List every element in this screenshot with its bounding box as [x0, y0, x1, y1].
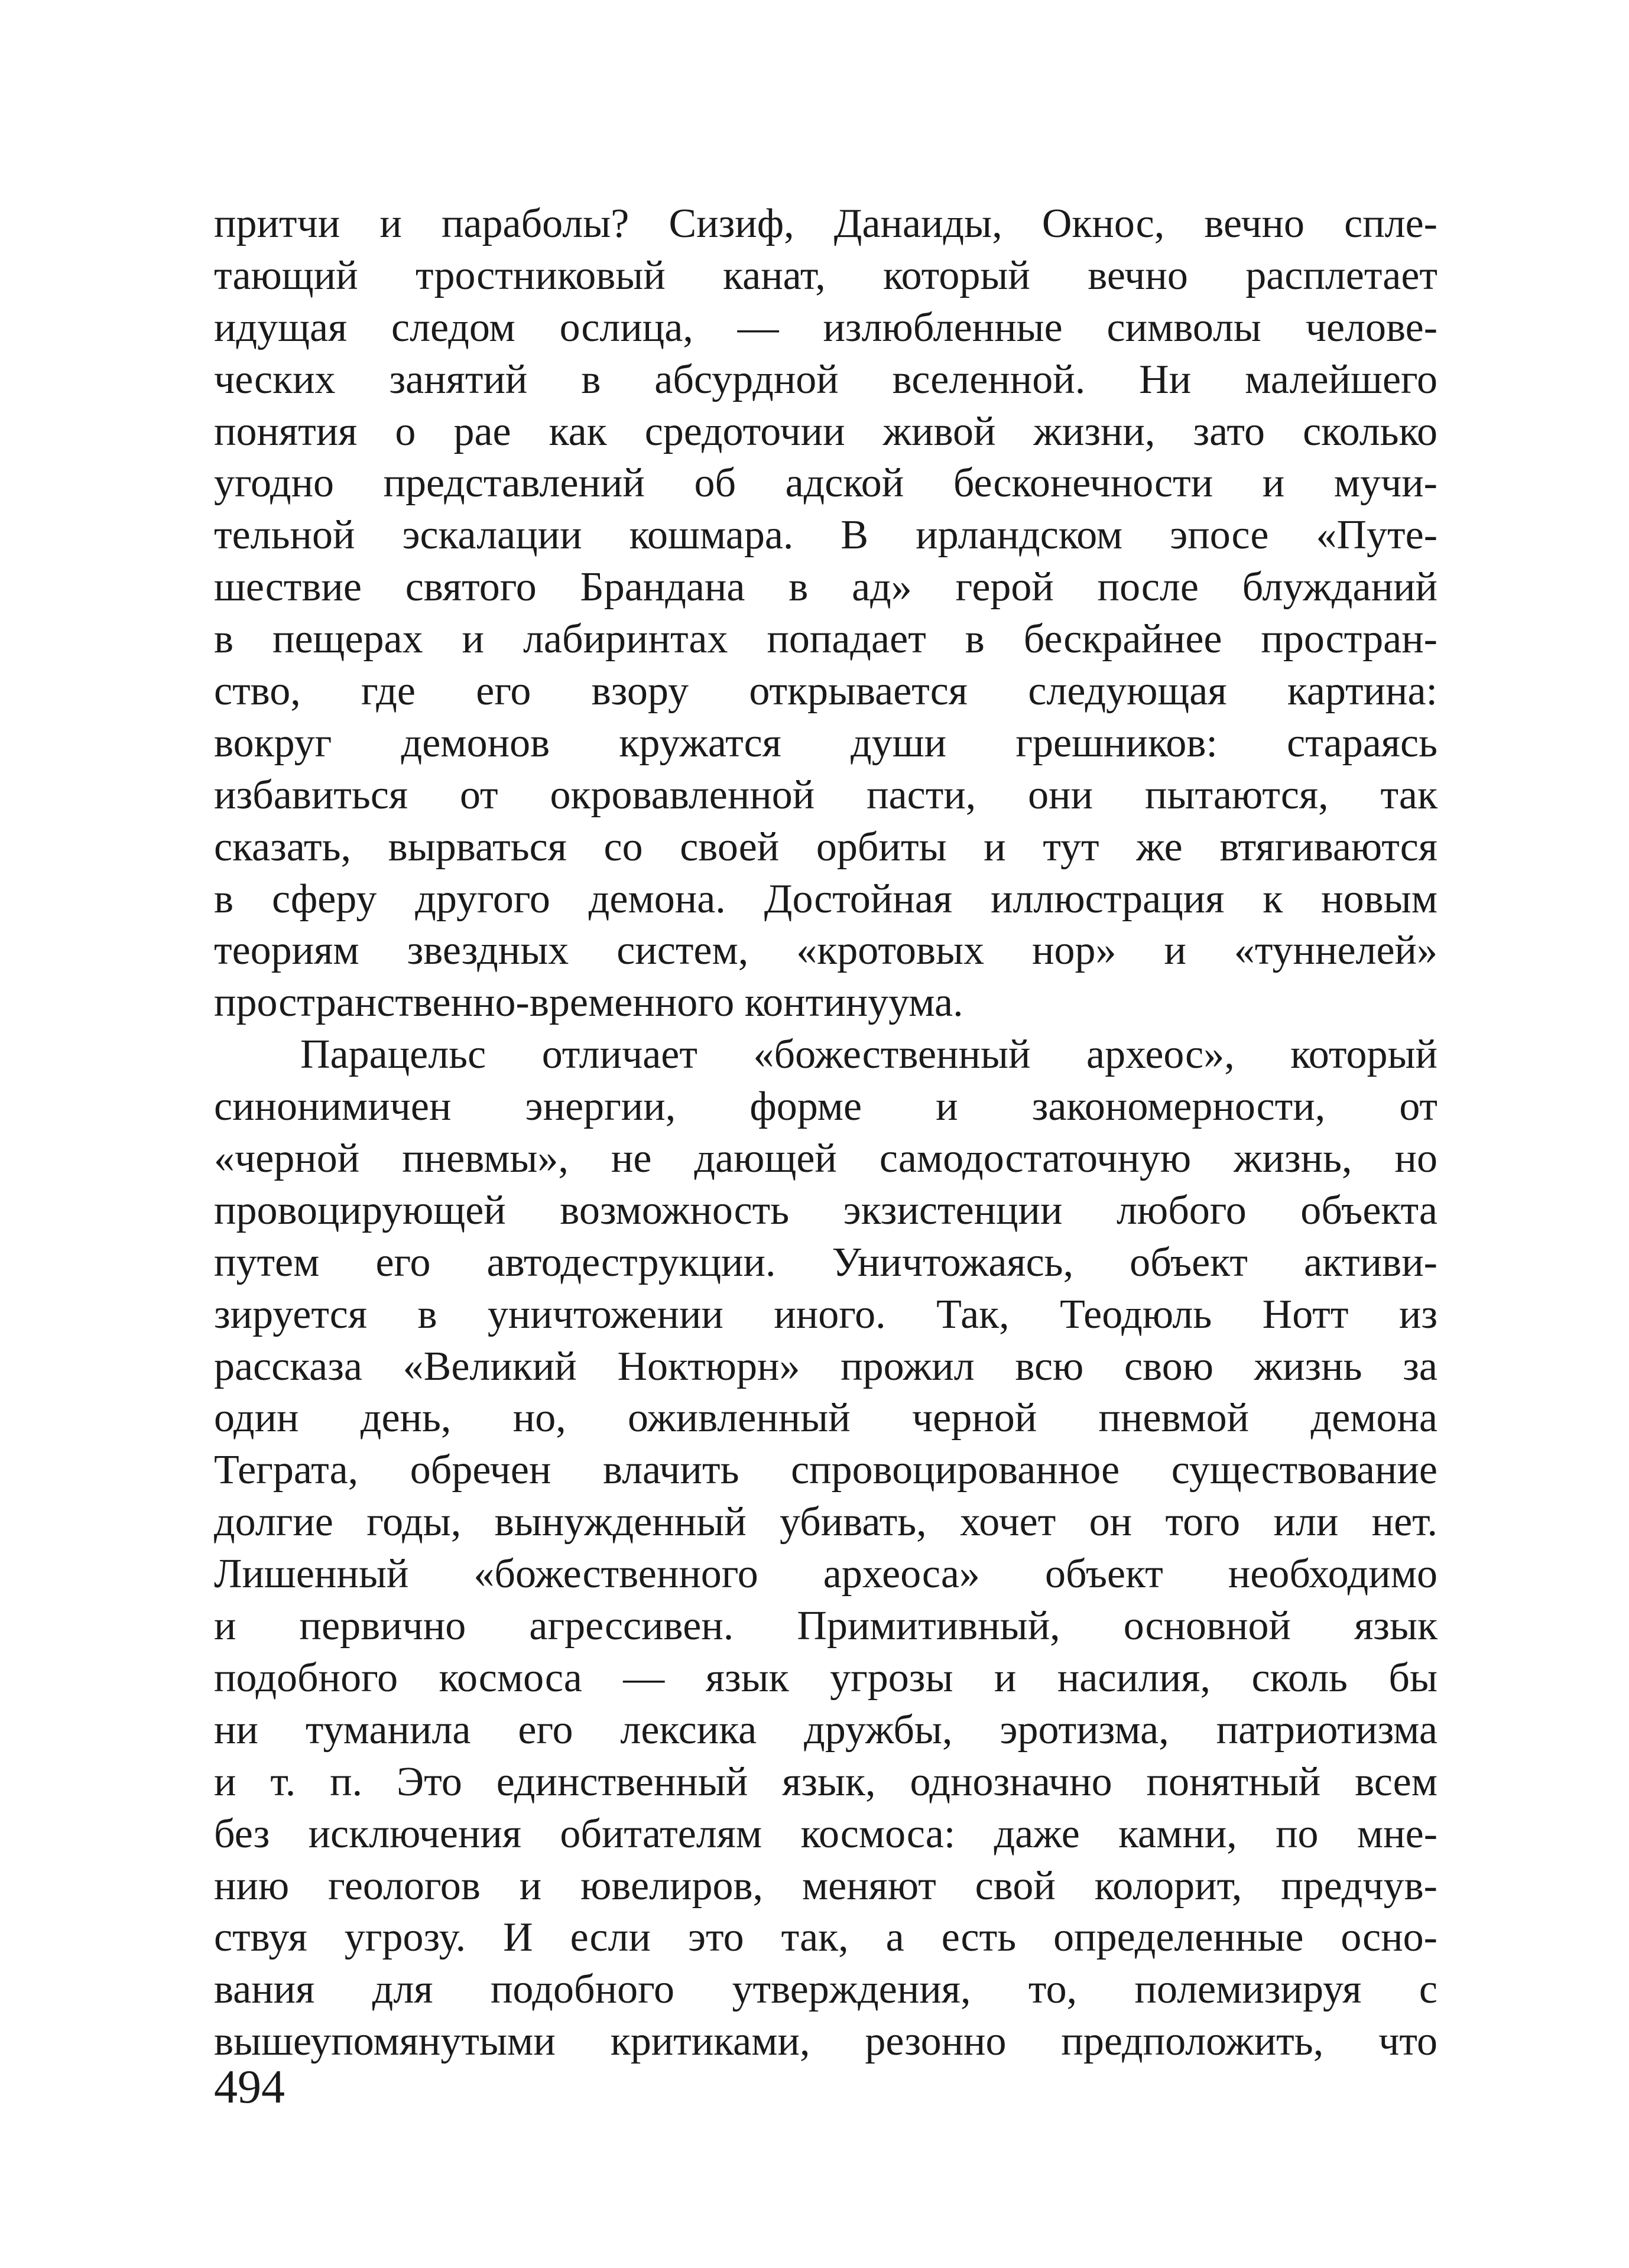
text-line-28: и первично агрессивен. Примитивный, основной язык: [214, 1603, 1437, 1649]
text-line-15: теориям звездных систем, «кротовых нор» и «туннелей»: [214, 928, 1437, 974]
body-text: [214, 198, 1437, 2068]
text-line-8: шествие святого Брандана в ад» герой после блужданий: [214, 564, 1437, 610]
text-line-4: ческих занятий в абсурдной вселенной. Ни малейшего: [214, 356, 1437, 402]
text-line-35: вания для подобного утверждения, то, полемизируя с: [214, 1967, 1437, 2013]
text-line-29: подобного космоса — язык угрозы и насилия, сколь бы: [214, 1655, 1437, 1701]
text-line-22: зируется в уничтожении иного. Так, Теодюль Нотт из: [214, 1291, 1437, 1337]
text-line-27: Лишенный «божественного археоса» объект необходимо: [214, 1551, 1437, 1597]
text-line-12: избавиться от окровавленной пасти, они пытаются, так: [214, 772, 1437, 818]
text-line-23: рассказа «Великий Ноктюрн» прожил всю свою жизнь за: [214, 1343, 1437, 1389]
text-line-34: ствуя угрозу. И если это так, а есть определенные осно-: [214, 1915, 1437, 1961]
text-line-36: вышеупомянутыми критиками, резонно предположить, что: [214, 2019, 1437, 2065]
text-line-16: пространственно-временного континуума.: [214, 980, 963, 1026]
text-line-6: угодно представлений об адской бесконечности и мучи-: [214, 460, 1437, 506]
text-line-18: синонимичен энергии, форме и закономерности, от: [214, 1084, 1437, 1130]
text-line-20: провоцирующей возможность экзистенции любого объекта: [214, 1187, 1437, 1233]
text-line-13: сказать, вырваться со своей орбиты и тут же втягиваются: [214, 824, 1437, 870]
text-line-11: вокруг демонов кружатся души грешников: стараясь: [214, 720, 1437, 766]
text-line-26: долгие годы, вынужденный убивать, хочет он того или нет.: [214, 1499, 1437, 1545]
text-line-30: ни туманила его лексика дружбы, эротизма, патриотизма: [214, 1707, 1437, 1753]
text-line-9: в пещерах и лабиринтах попадает в бескрайнее простран-: [214, 616, 1437, 662]
text-line-24: один день, но, оживленный черной пневмой демона: [214, 1395, 1437, 1441]
text-line-32: без исключения обитателям космоса: даже камни, по мне-: [214, 1811, 1437, 1857]
text-line-1: притчи и параболы? Сизиф, Данаиды, Окнос, вечно спле-: [214, 201, 1437, 246]
text-line-10: ство, где его взору открывается следующая картина:: [214, 668, 1437, 714]
text-line-21: путем его автодеструкции. Уничтожаясь, объект активи-: [214, 1239, 1437, 1285]
text-line-19: «черной пневмы», не дающей самодостаточную жизнь, но: [214, 1136, 1437, 1182]
text-line-3: идущая следом ослица, — излюбленные символы челове-: [214, 304, 1437, 350]
text-line-31: и т. п. Это единственный язык, однозначно понятный всем: [214, 1759, 1437, 1805]
text-line-7: тельной эскалации кошмара. В ирландском эпосе «Путе-: [214, 512, 1437, 558]
text-line-2: тающий тростниковый канат, который вечно расплетает: [214, 252, 1437, 298]
text-line-25: Теграта, обречен влачить спровоцированное существование: [214, 1447, 1437, 1493]
text-line-17: Парацельс отличает «божественный археос», который: [300, 1032, 1437, 1078]
text-line-5: понятия о рае как средоточии живой жизни, зато сколько: [214, 408, 1437, 454]
page-number: 494: [214, 2061, 285, 2113]
text-line-14: в сферу другого демона. Достойная иллюстрация к новым: [214, 876, 1437, 922]
text-line-33: нию геологов и ювелиров, меняют свой колорит, предчув-: [214, 1863, 1437, 1909]
